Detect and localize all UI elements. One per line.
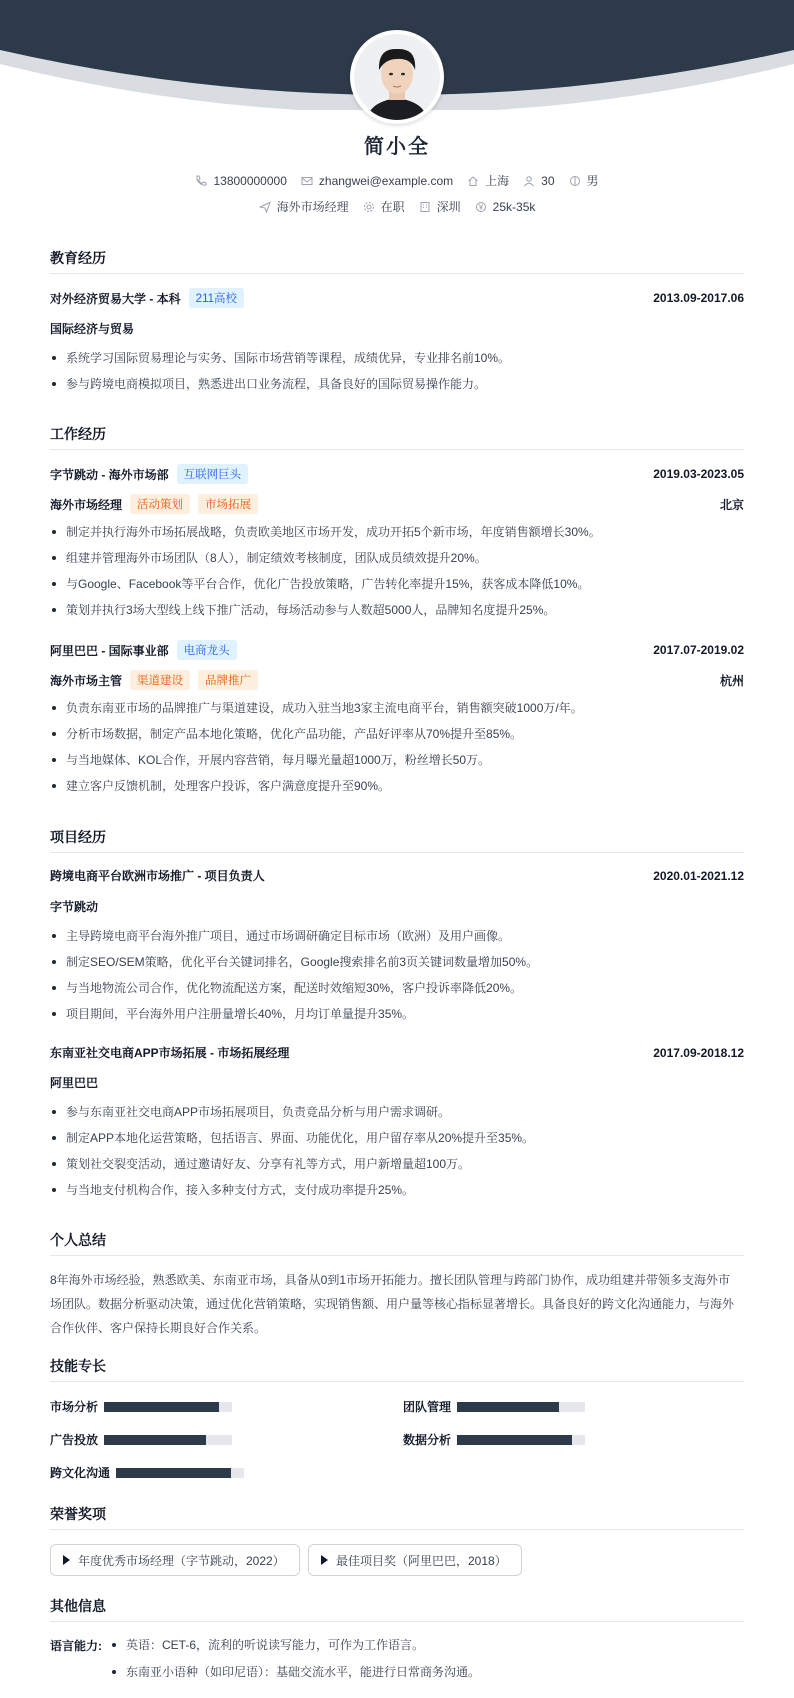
contact-row-1 xyxy=(0,172,794,189)
contact-age xyxy=(523,174,554,188)
skills-title: 技能专长 xyxy=(50,1356,744,1382)
list-item: 参与东南亚社交电商APP市场拓展项目，负责竞品分析与用户需求调研。 xyxy=(50,1102,744,1128)
home-icon xyxy=(467,175,479,187)
job-2-role-tag: 品牌推广 xyxy=(198,670,258,690)
skill-bar-fill xyxy=(104,1402,219,1412)
education-title: 教育经历 xyxy=(50,248,744,274)
education-bullets xyxy=(50,348,744,400)
list-item: 建立客户反馈机制，处理客户投诉，客户满意度提升至90%。 xyxy=(50,776,744,802)
skill-item xyxy=(50,1431,232,1448)
gender-text: 男 xyxy=(586,174,599,188)
avatar xyxy=(350,30,444,124)
job-1-role: 海外市场经理 xyxy=(50,497,123,512)
education-major: 国际经济与贸易 xyxy=(50,322,135,336)
job-1-location: 北京 xyxy=(719,497,744,512)
phone-icon xyxy=(195,175,207,187)
skill-bar xyxy=(116,1468,244,1478)
awards-title: 荣誉奖项 xyxy=(50,1504,744,1530)
list-item: 东南亚小语种（如印尼语）：基础交流水平，能进行日常商务沟通。 xyxy=(110,1662,480,1689)
user-icon xyxy=(523,175,535,187)
age-text: 30 xyxy=(541,173,555,188)
skill-name: 团队管理 xyxy=(403,1400,452,1414)
job-2-tag: 电商龙头 xyxy=(177,640,237,660)
project-2-company: 阿里巴巴 xyxy=(50,1076,99,1090)
gender-icon xyxy=(569,175,581,187)
skill-name: 数据分析 xyxy=(403,1433,452,1447)
email-text: zhangwei@example.com xyxy=(318,173,454,188)
summary-title: 个人总结 xyxy=(50,1230,744,1256)
skill-bar xyxy=(104,1435,232,1445)
play-icon xyxy=(321,1555,328,1565)
education-date: 2013.09-2017.06 xyxy=(653,291,744,305)
contact-target-city xyxy=(419,198,461,215)
list-item: 分析市场数据，制定产品本地化策略，优化产品功能，产品好评率从70%提升至85%。 xyxy=(50,724,744,750)
target-city-text: 深圳 xyxy=(436,200,461,214)
skill-name: 市场分析 xyxy=(50,1400,99,1414)
avatar-photo xyxy=(354,34,440,120)
phone-text: 13800000000 xyxy=(213,173,287,188)
list-item: 主导跨境电商平台海外推广项目，通过市场调研确定目标市场（欧洲）及用户画像。 xyxy=(50,926,744,952)
job-1-header xyxy=(50,464,744,484)
job-1-bullets xyxy=(50,522,744,626)
skill-bar xyxy=(457,1402,585,1412)
list-item: 与当地支付机构合作，接入多种支付方式，支付成功率提升25%。 xyxy=(50,1180,744,1206)
skill-item xyxy=(403,1398,585,1415)
job-2-role-tag: 渠道建设 xyxy=(130,670,190,690)
list-item: 策划社交裂变活动，通过邀请好友、分享有礼等方式，用户新增量超100万。 xyxy=(50,1154,744,1180)
language-label: 语言能力: xyxy=(50,1639,102,1653)
candidate-name: 简小全 xyxy=(364,136,430,158)
list-item: 与Google、Facebook等平台合作，优化广告投放策略，广告转化率提升15%，获客成本降低10%。 xyxy=(50,574,744,600)
list-item: 系统学习国际贸易理论与实务、国际市场营销等课程，成绩优异，专业排名前10%。 xyxy=(50,348,744,374)
award-item[interactable] xyxy=(308,1544,522,1576)
job-1-role-tag: 市场拓展 xyxy=(198,494,258,514)
language-list xyxy=(110,1635,480,1689)
list-item: 策划并执行3场大型线上线下推广活动，每场活动参与人数超5000人，品牌知名度提升25%。 xyxy=(50,600,744,626)
skill-bar-fill xyxy=(457,1435,572,1445)
other-title: 其他信息 xyxy=(50,1596,744,1622)
job-2-role: 海外市场主管 xyxy=(50,673,123,688)
play-icon xyxy=(63,1555,70,1565)
skill-item xyxy=(50,1464,244,1481)
contact-status xyxy=(363,198,405,215)
contact-city xyxy=(467,172,509,189)
building-icon xyxy=(419,201,431,213)
contact-gender xyxy=(569,172,599,189)
skill-bar-fill xyxy=(116,1468,231,1478)
job-2-company: 阿里巴巴 - 国际事业部 xyxy=(50,643,169,658)
job-1-role-row xyxy=(50,494,744,514)
contact-email xyxy=(301,174,453,188)
list-item: 组建并管理海外市场团队（8人），制定绩效考核制度，团队成员绩效提升20%。 xyxy=(50,548,744,574)
contact-position xyxy=(259,198,349,215)
summary-line: 8年海外市场经验，熟悉欧美、东南亚市场，具备从0到1市场开拓能力。擅长团队管理与跨部门协作，成功组建并带领多支海外市 xyxy=(50,1273,731,1287)
award-item[interactable] xyxy=(50,1544,300,1576)
list-item: 负责东南亚市场的品牌推广与渠道建设，成功入驻当地3家主流电商平台，销售额突破1000万/年。 xyxy=(50,698,744,724)
summary-line: 合作伙伴、客户保持长期良好合作关系。 xyxy=(50,1321,267,1335)
school-name: 对外经济贸易大学 - 本科 xyxy=(50,291,181,306)
summary-text xyxy=(50,1268,744,1340)
list-item: 与当地物流公司合作，优化物流配送方案，配送时效缩短30%，客户投诉率降低20%。 xyxy=(50,978,744,1004)
skill-name: 跨文化沟通 xyxy=(50,1466,111,1480)
award-label: 最佳项目奖（阿里巴巴，2018） xyxy=(336,1553,507,1568)
job-2-bullets xyxy=(50,698,744,802)
skill-name: 广告投放 xyxy=(50,1433,99,1447)
send-icon xyxy=(259,201,271,213)
skill-bar-fill xyxy=(104,1435,206,1445)
money-icon xyxy=(475,201,487,213)
list-item: 制定SEO/SEM策略，优化平台关键词排名，Google搜索排名前3页关键词数量增加50%。 xyxy=(50,952,744,978)
city-text: 上海 xyxy=(485,174,510,188)
job-1-tag: 互联网巨头 xyxy=(177,464,249,484)
project-2-name: 东南亚社交电商APP市场拓展 - 市场拓展经理 xyxy=(50,1046,290,1060)
contact-salary xyxy=(475,200,536,214)
contact-row-2 xyxy=(0,198,794,215)
skill-item xyxy=(403,1431,585,1448)
award-label: 年度优秀市场经理（字节跳动，2022） xyxy=(78,1553,285,1568)
contact-phone xyxy=(195,174,286,188)
position-text: 海外市场经理 xyxy=(276,200,349,214)
gear-icon xyxy=(363,201,375,213)
list-item: 制定并执行海外市场拓展战略，负责欧美地区市场开发，成功开拓5个新市场，年度销售额增长30%。 xyxy=(50,522,744,548)
mail-icon xyxy=(301,175,313,187)
list-item: 制定APP本地化运营策略，包括语言、界面、功能优化，用户留存率从20%提升至35%。 xyxy=(50,1128,744,1154)
job-2-role-row xyxy=(50,670,744,690)
education-header xyxy=(50,288,744,308)
project-2-header xyxy=(50,1044,744,1061)
skill-bar xyxy=(457,1435,585,1445)
job-2-header xyxy=(50,640,744,660)
summary-line: 场团队。数据分析驱动决策，通过优化营销策略，实现销售额、用户量等核心指标显著增长。具备良好的跨文化沟通能力，与海外 xyxy=(50,1297,735,1311)
school-tag: 211高校 xyxy=(189,288,244,308)
job-1-company: 字节跳动 - 海外市场部 xyxy=(50,467,169,482)
list-item: 项目期间，平台海外用户注册量增长40%，月均订单量提升35%。 xyxy=(50,1004,744,1030)
skill-item xyxy=(50,1398,232,1415)
project-2-bullets xyxy=(50,1102,744,1206)
job-2-location: 杭州 xyxy=(719,673,744,688)
job-1-role-tag: 活动策划 xyxy=(130,494,190,514)
work-title: 工作经历 xyxy=(50,424,744,450)
list-item: 英语：CET-6，流利的听说读写能力，可作为工作语言。 xyxy=(110,1635,480,1662)
skill-bar-fill xyxy=(457,1402,559,1412)
list-item: 与当地媒体、KOL合作，开展内容营销，每月曝光量超1000万，粉丝增长50万。 xyxy=(50,750,744,776)
list-item: 参与跨境电商模拟项目，熟悉进出口业务流程，具备良好的国际贸易操作能力。 xyxy=(50,374,744,400)
project-2-date: 2017.09-2018.12 xyxy=(653,1045,744,1060)
skill-bar xyxy=(104,1402,232,1412)
status-text: 在职 xyxy=(380,200,405,214)
job-2-date: 2017.07-2019.02 xyxy=(653,643,744,657)
project-1-company: 字节跳动 xyxy=(50,900,99,914)
projects-title: 项目经历 xyxy=(50,827,744,853)
salary-text: 25k-35k xyxy=(492,199,536,214)
project-1-bullets xyxy=(50,926,744,1030)
project-1-header xyxy=(50,867,744,884)
project-1-name: 跨境电商平台欧洲市场推广 - 项目负责人 xyxy=(50,869,265,883)
project-1-date: 2020.01-2021.12 xyxy=(653,868,744,883)
job-1-date: 2019.03-2023.05 xyxy=(653,467,744,481)
